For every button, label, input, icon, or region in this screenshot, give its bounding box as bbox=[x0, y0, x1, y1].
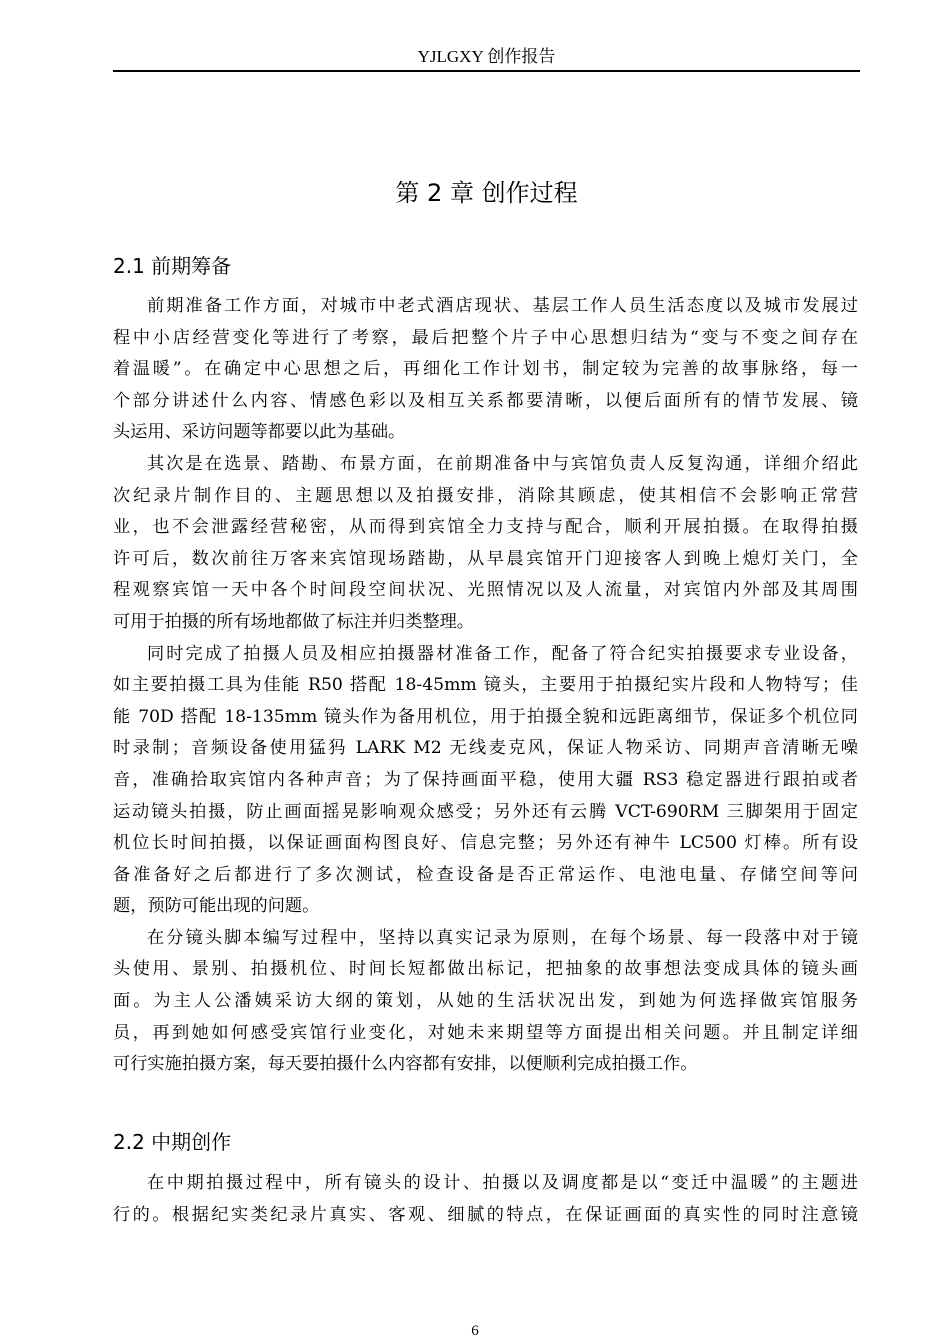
paragraph bbox=[113, 449, 858, 639]
text-line: 运动镜头拍摄，防止画面摇晃影响观众感受；另外还有云腾 VCT-690RM 三脚架用于固定 bbox=[113, 801, 858, 822]
text-line: 头使用、景别、拍摄机位、时间长短都做出标记，把抽象的故事想法变成具体的镜头画 bbox=[113, 959, 858, 980]
text-line: 可用于拍摄的所有场地都做了标注并归类整理。 bbox=[113, 611, 474, 632]
text-line: 音，准确拾取宾馆内各种声音；为了保持画面平稳，使用大疆 RS3 稳定器进行跟拍或者 bbox=[113, 769, 858, 790]
paragraph bbox=[113, 639, 858, 923]
chapter-title: 第 2 章 创作过程 bbox=[395, 179, 578, 207]
text-line: 能 70D 搭配 18-135mm 镜头作为备用机位，用于拍摄全貌和远距离细节，保证多个机位同 bbox=[113, 706, 858, 727]
paragraph bbox=[113, 1168, 858, 1231]
text-line: 可行实施拍摄方案，每天要拍摄什么内容都有安排，以便顺利完成拍摄工作。 bbox=[113, 1054, 698, 1075]
text-line: 同时完成了拍摄人员及相应拍摄器材准备工作，配备了符合纪实拍摄要求专业设备， bbox=[147, 643, 858, 664]
text-line: 面。为主人公潘姨采访大纲的策划，从她的生活状况出发，到她为何选择做宾馆服务 bbox=[113, 991, 858, 1012]
section-heading: 2.1 前期筹备 bbox=[113, 254, 232, 278]
paragraph bbox=[113, 923, 858, 1081]
section-heading: 2.2 中期创作 bbox=[113, 1130, 232, 1154]
text-line: 个部分讲述什么内容、情感色彩以及相互关系都要清晰，以便后面所有的情节发展、镜 bbox=[113, 390, 858, 411]
text-line: 头运用、采访问题等都要以此为基础。 bbox=[113, 422, 406, 443]
text-line: 程中小店经营变化等进行了考察，最后把整个片子中心思想归结为“变与不变之间存在 bbox=[113, 327, 858, 348]
text-line: 业，也不会泄露经营秘密，从而得到宾馆全力支持与配合，顺利开展拍摄。在取得拍摄 bbox=[113, 517, 858, 538]
text-line: 次纪录片制作目的、主题思想以及拍摄安排，消除其顾虑，使其相信不会影响正常营 bbox=[113, 485, 858, 506]
section-body bbox=[113, 291, 858, 1081]
text-line: 在中期拍摄过程中，所有镜头的设计、拍摄以及调度都是以“变迁中温暖”的主题进 bbox=[147, 1173, 858, 1193]
text-line: 程观察宾馆一天中各个时间段空间状况、光照情况以及人流量，对宾馆内外部及其周围 bbox=[113, 580, 858, 601]
text-line: 机位长时间拍摄，以保证画面构图良好、信息完整；另外还有神牛 LC500 灯棒。所有设 bbox=[113, 833, 858, 854]
text-line: 其次是在选景、踏勘、布景方面，在前期准备中与宾馆负责人反复沟通，详细介绍此 bbox=[147, 453, 858, 474]
text-line: 如主要拍摄工具为佳能 R50 搭配 18-45mm 镜头，主要用于拍摄纪实片段和人物特写；佳 bbox=[113, 675, 858, 696]
text-line: 行的。根据纪实类纪录片真实、客观、细腻的特点，在保证画面的真实性的同时注意镜 bbox=[113, 1204, 858, 1225]
text-line: 时录制；音频设备使用猛犸 LARK M2 无线麦克风，保证人物采访、同期声音清晰无噪 bbox=[113, 738, 858, 759]
text-line: 员，再到她如何感受宾馆行业变化，对她未来期望等方面提出相关问题。并且制定详细 bbox=[113, 1022, 858, 1043]
text-line: 在分镜头脚本编写过程中，坚持以真实记录为原则，在每个场景、每一段落中对于镜 bbox=[147, 927, 858, 948]
text-line: 着温暖”。在确定中心思想之后，再细化工作计划书，制定较为完善的故事脉络，每一 bbox=[113, 359, 858, 380]
page-number: 6 bbox=[471, 1323, 479, 1339]
paragraph bbox=[113, 291, 858, 449]
section-body bbox=[113, 1168, 858, 1231]
text-line: 题，预防可能出现的问题。 bbox=[113, 896, 320, 917]
text-line: 许可后，数次前往万客来宾馆现场踏勘，从早晨宾馆开门迎接客人到晚上熄灯关门，全 bbox=[113, 548, 858, 569]
text-line: 前期准备工作方面，对城市中老式酒店现状、基层工作人员生活态度以及城市发展过 bbox=[147, 296, 858, 316]
header-rule bbox=[113, 70, 860, 72]
running-header: YJLGXY 创作报告 bbox=[417, 47, 556, 66]
text-line: 备准备好之后都进行了多次测试，检查设备是否正常运作、电池电量、存储空间等问 bbox=[113, 864, 858, 885]
